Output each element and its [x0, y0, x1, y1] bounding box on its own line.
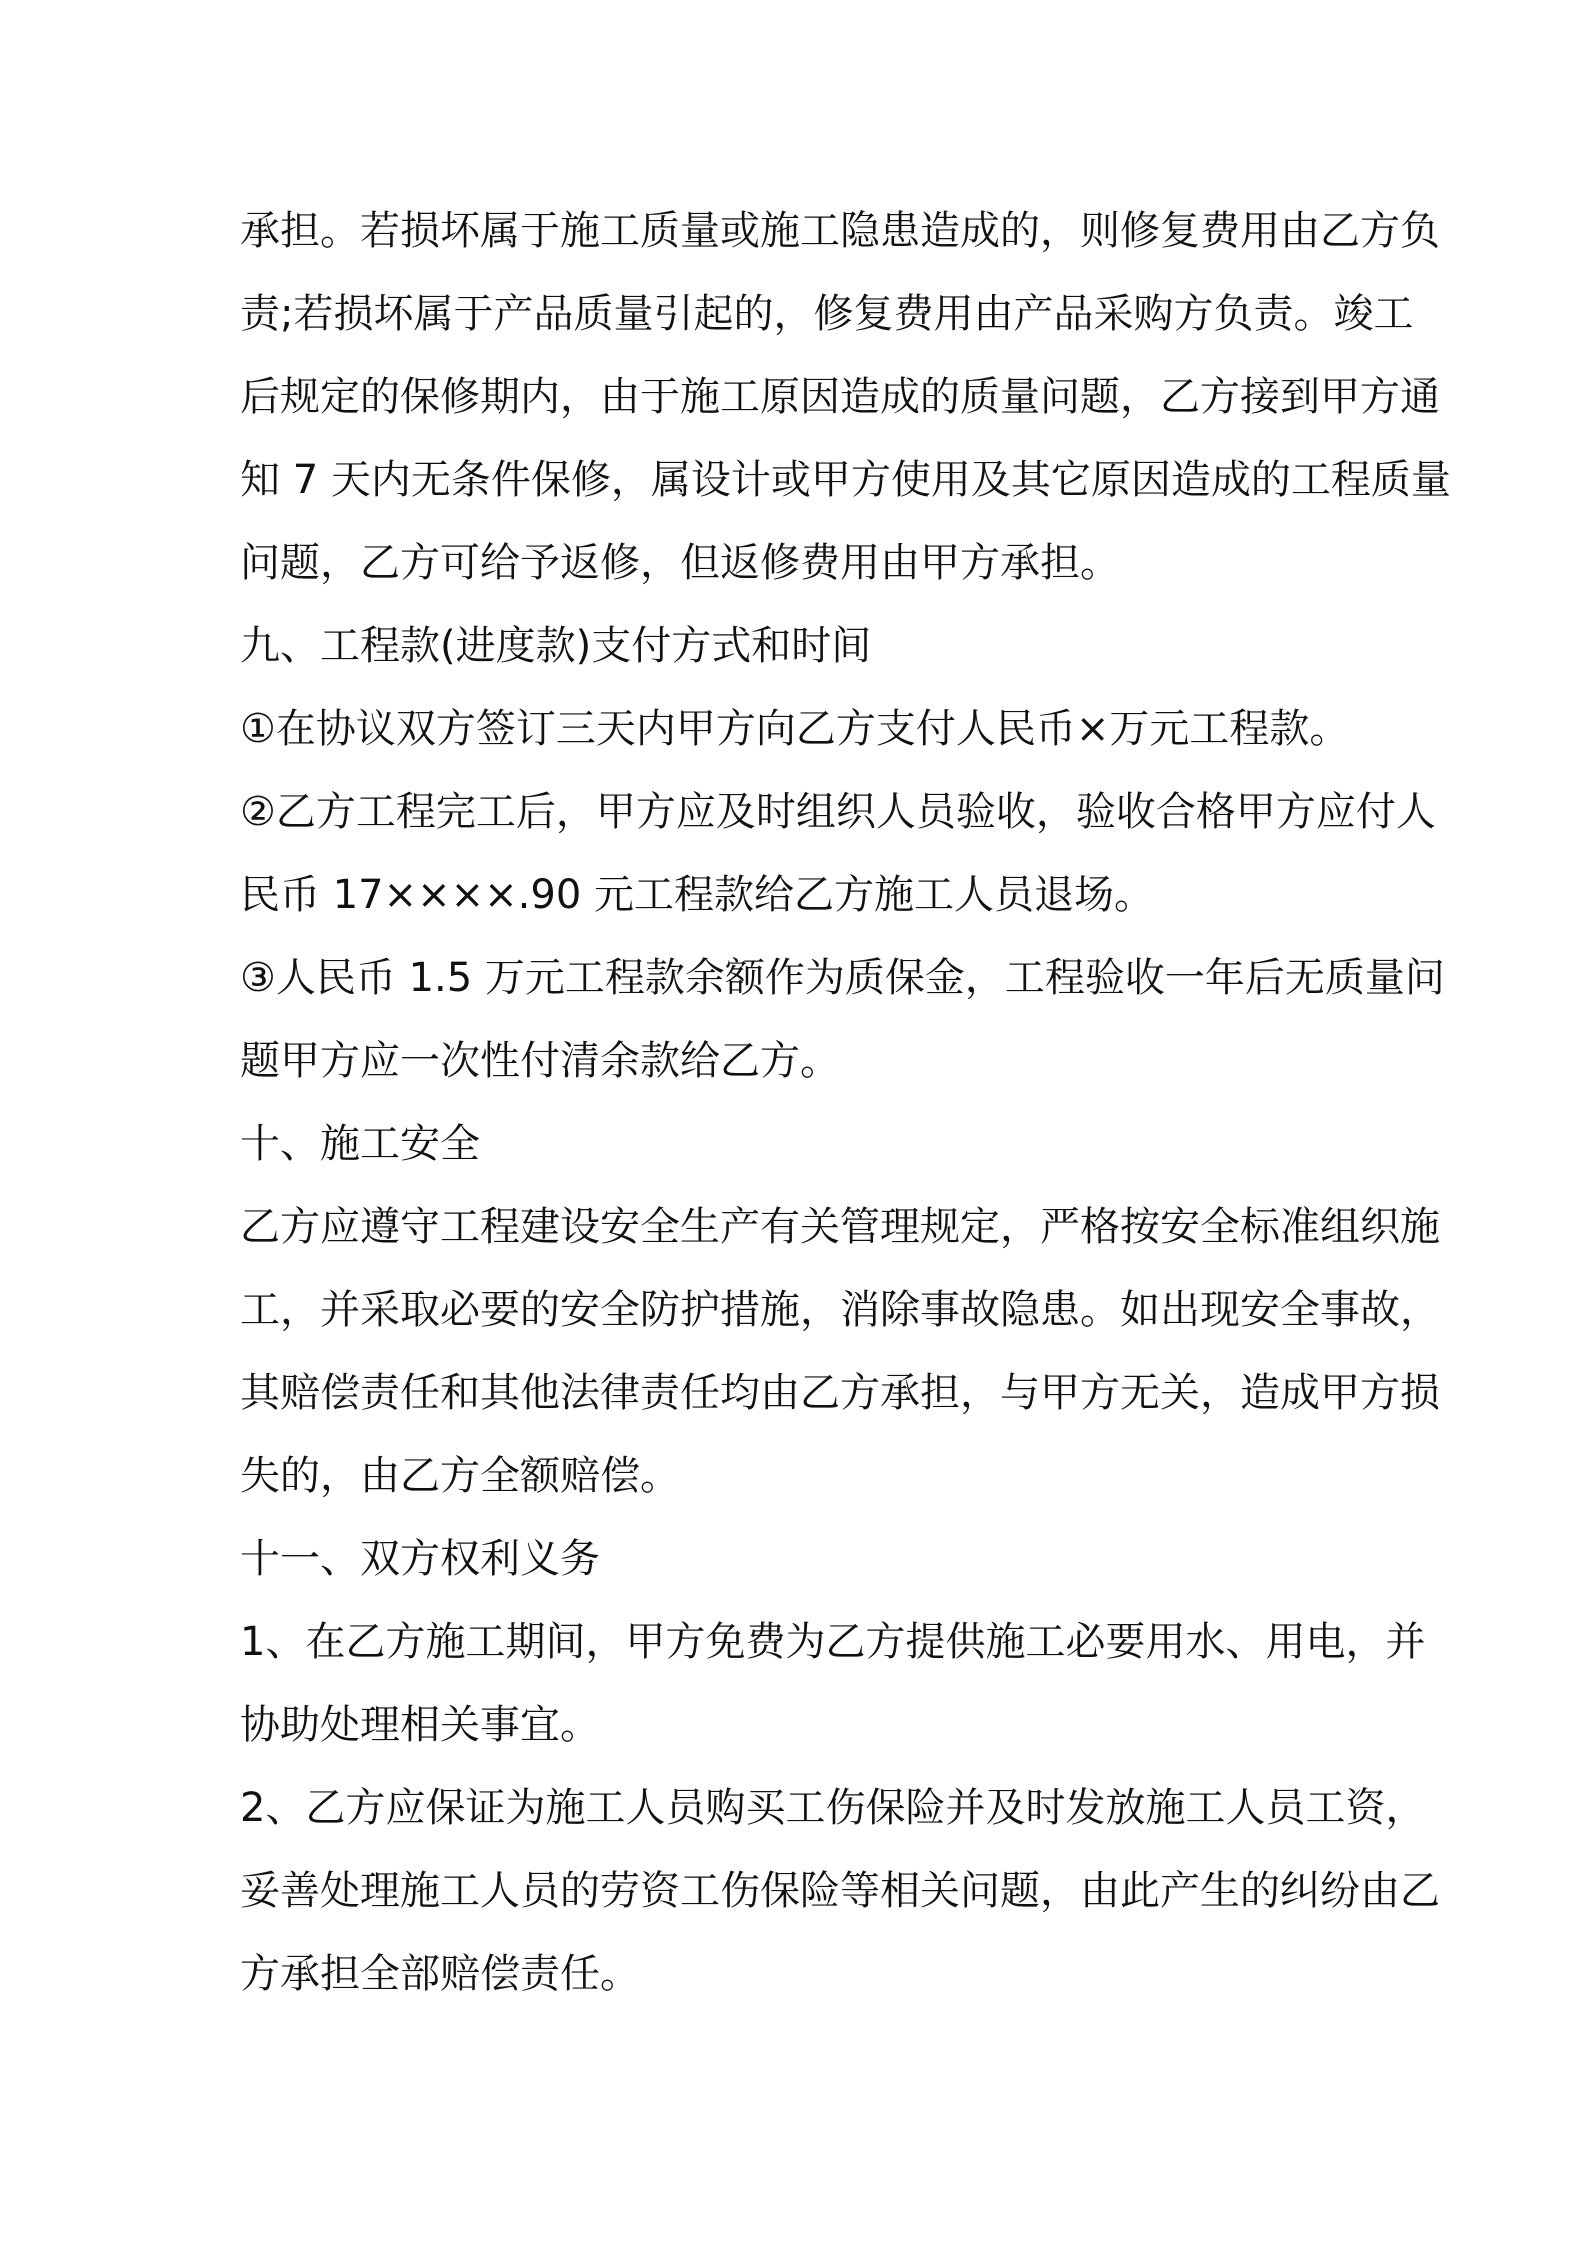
text-line: 民币 17××××.90 元工程款给乙方施工人员退场。 — [240, 872, 1155, 918]
text-line: 工，并采取必要的安全防护措施，消除事故隐患。如出现安全事故， — [240, 1287, 1440, 1333]
text-line: 责;若损坏属于产品质量引起的，修复费用由产品采购方负责。竣工 — [240, 291, 1414, 337]
text-line: 题甲方应一次性付清余款给乙方。 — [240, 1038, 840, 1084]
text-line: 妥善处理施工人员的劳资工伤保险等相关问题，由此产生的纠纷由乙 — [240, 1868, 1440, 1914]
section-heading: 十、施工安全 — [240, 1121, 480, 1167]
text-line: 承担。若损坏属于施工质量或施工隐患造成的，则修复费用由乙方负 — [240, 208, 1440, 254]
text-line: 2、乙方应保证为施工人员购买工伤保险并及时发放施工人员工资， — [240, 1785, 1426, 1831]
text-line: 1、在乙方施工期间，甲方免费为乙方提供施工必要用水、用电，并 — [240, 1619, 1426, 1665]
text-line: 问题，乙方可给予返修，但返修费用由甲方承担。 — [240, 540, 1120, 586]
document-body — [240, 190, 1451, 2016]
text-line: 失的，由乙方全额赔偿。 — [240, 1453, 680, 1499]
section-heading: 九、工程款(进度款)支付方式和时间 — [240, 623, 872, 669]
text-line: ①在协议双方签订三天内甲方向乙方支付人民币×万元工程款。 — [240, 706, 1350, 752]
text-line: 方承担全部赔偿责任。 — [240, 1951, 640, 1997]
section-heading: 十一、双方权利义务 — [240, 1536, 600, 1582]
text-line: 乙方应遵守工程建设安全生产有关管理规定，严格按安全标准组织施 — [240, 1204, 1440, 1250]
text-line: 后规定的保修期内，由于施工原因造成的质量问题，乙方接到甲方通 — [240, 374, 1440, 420]
text-line: 其赔偿责任和其他法律责任均由乙方承担，与甲方无关，造成甲方损 — [240, 1370, 1440, 1416]
text-line: 知 7 天内无条件保修，属设计或甲方使用及其它原因造成的工程质量 — [240, 457, 1451, 503]
text-line: ②乙方工程完工后，甲方应及时组织人员验收，验收合格甲方应付人 — [240, 789, 1436, 835]
text-line: 协助处理相关事宜。 — [240, 1702, 600, 1748]
text-line: ③人民币 1.5 万元工程款余额作为质保金，工程验收一年后无质量问 — [240, 955, 1445, 1001]
